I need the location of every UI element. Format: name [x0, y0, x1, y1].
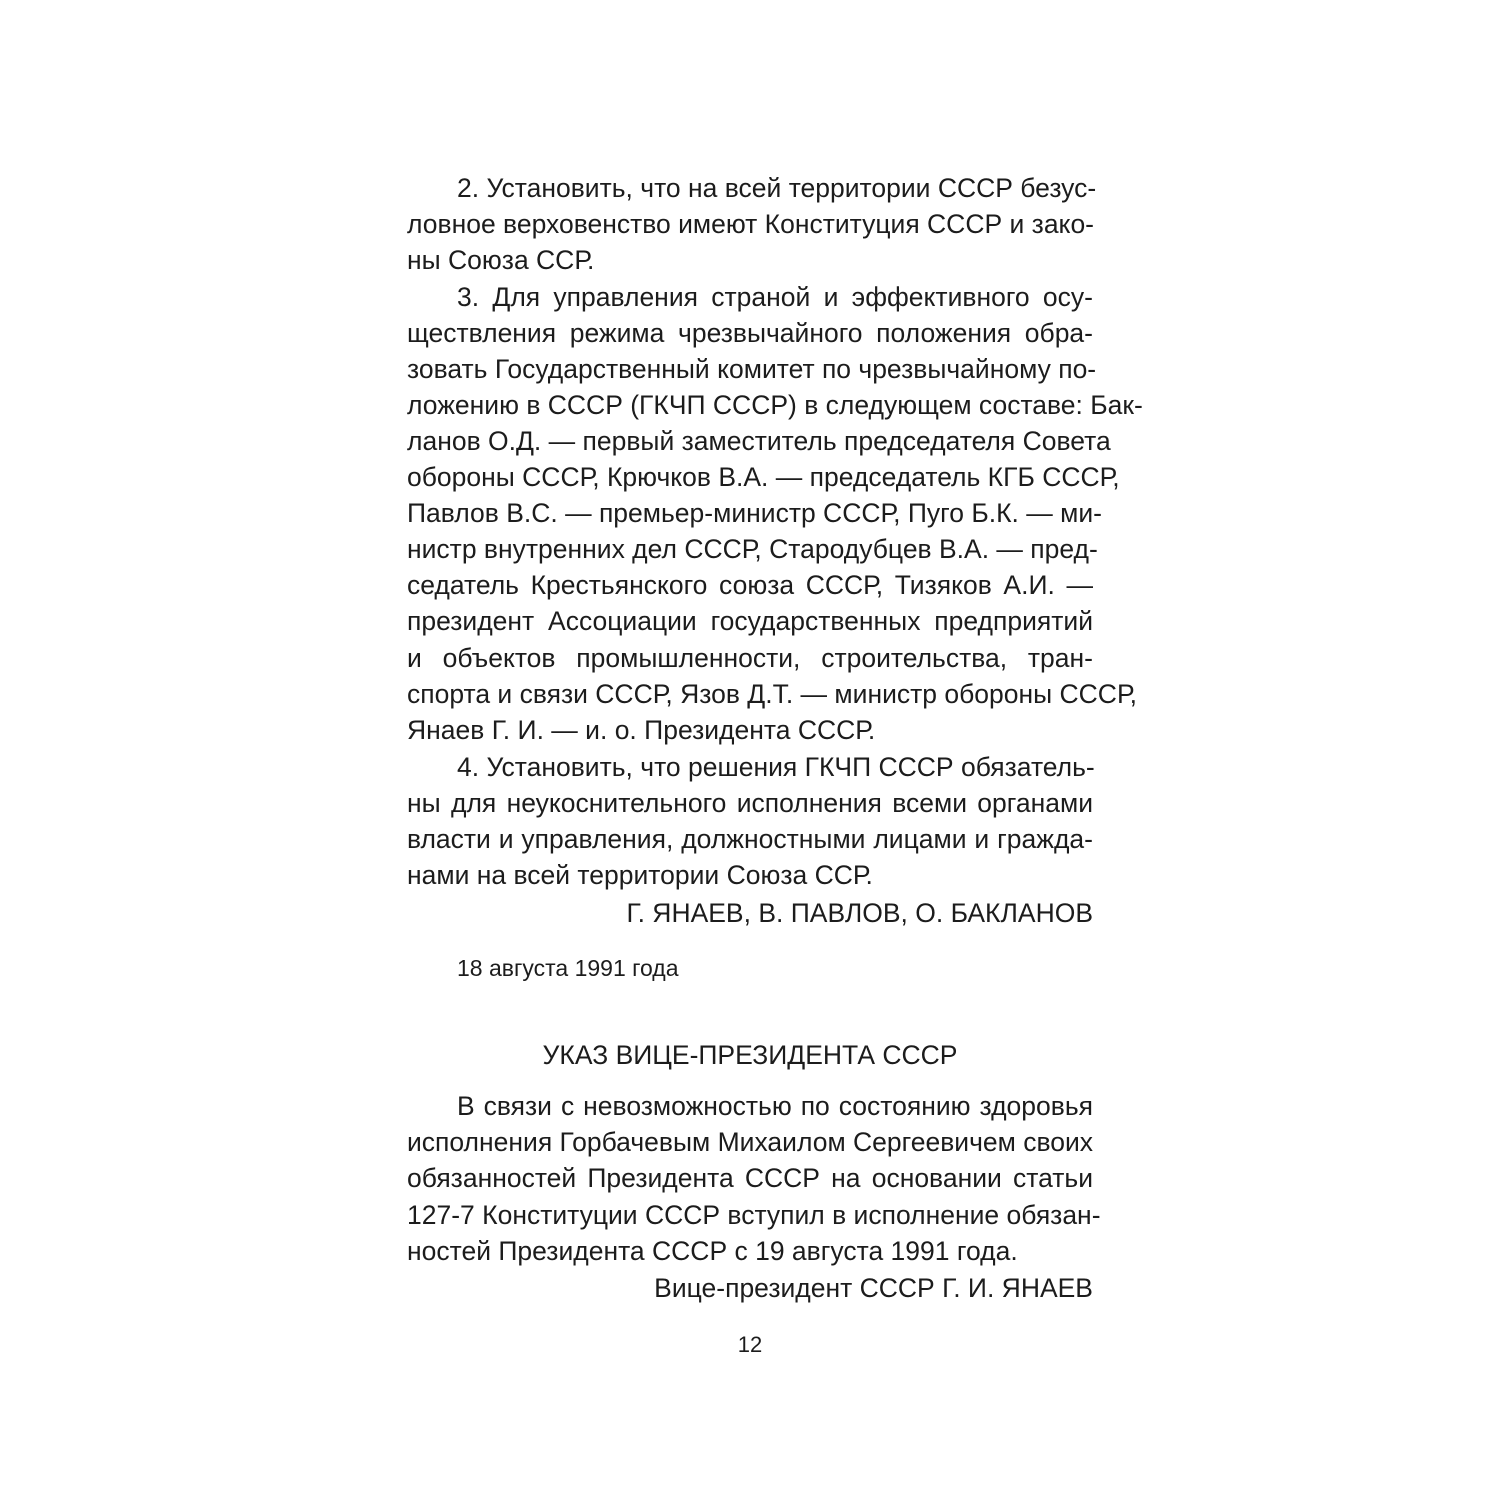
decree-line-2: исполнения Горбачевым Михаилом Сергеевичем своих — [407, 1127, 1094, 1157]
paragraph-3-line-3: зовать Государственный комитет по чрезвычайному по- — [407, 354, 1097, 384]
paragraph-3-line-5: ланов О.Д. — первый заместитель председателя Совета — [407, 426, 1111, 456]
page-number: 12 — [737, 1332, 763, 1357]
paragraph-3-line-7: Павлов В.С. — премьер-министр СССР, Пуго Б.К. — ми- — [407, 498, 1102, 528]
paragraph-3-line-2: ществления режима чрезвычайного положения обра- — [407, 318, 1093, 348]
date-line: 18 августа 1991 года — [457, 955, 679, 981]
paragraph-2-line-3: ны Союза ССР. — [407, 245, 595, 275]
paragraph-4-line-1: 4. Установить, что решения ГКЧП СССР обязатель- — [457, 752, 1095, 782]
paragraph-3-line-8: нистр внутренних дел СССР, Стародубцев В.А. — пред- — [407, 534, 1098, 564]
paragraph-3-line-11: и объектов промышленности, строительства, тран- — [407, 643, 1093, 673]
decree-line-3: обязанностей Президента СССР на основании статьи — [407, 1163, 1093, 1193]
paragraph-3-line-12: спорта и связи СССР, Язов Д.Т. — министр обороны СССР, — [407, 679, 1137, 709]
decree-line-4: 127-7 Конституции СССР вступил в исполнение обязан- — [407, 1200, 1101, 1230]
paragraph-4-line-4: нами на всей территории Союза ССР. — [407, 860, 873, 890]
decree-signature: Вице-президент СССР Г. И. ЯНАЕВ — [654, 1273, 1093, 1303]
paragraph-2-line-1: 2. Установить, что на всей территории СССР безус- — [457, 173, 1097, 203]
paragraph-3-line-9: седатель Крестьянского союза СССР, Тизяков А.И. — — [407, 570, 1093, 600]
decree-line-1: В связи с невозможностью по состоянию здоровья — [457, 1091, 1093, 1121]
paragraph-4-line-3: власти и управления, должностными лицами и гражда- — [407, 824, 1093, 854]
page-text — [407, 0, 1143, 1500]
paragraph-3-line-13: Янаев Г. И. — и. о. Президента СССР. — [407, 715, 876, 745]
paragraph-3-line-4: ложению в СССР (ГКЧП СССР) в следующем составе: Бак- — [407, 390, 1143, 420]
decree-line-5: ностей Президента СССР с 19 августа 1991 года. — [407, 1236, 1018, 1266]
paragraph-3-line-1: 3. Для управления страной и эффективного осу- — [457, 282, 1093, 312]
signature-gkchp: Г. ЯНАЕВ, В. ПАВЛОВ, О. БАКЛАНОВ — [626, 898, 1093, 928]
decree-heading: УКАЗ ВИЦЕ-ПРЕЗИДЕНТА СССР — [542, 1040, 958, 1070]
paragraph-3-line-6: обороны СССР, Крючков В.А. — председатель КГБ СССР, — [407, 462, 1120, 492]
paragraph-4-line-2: ны для неукоснительного исполнения всеми органами — [407, 788, 1093, 818]
paragraph-3-line-10: президент Ассоциации государственных предприятий — [407, 606, 1093, 636]
paragraph-2-line-2: ловное верховенство имеют Конституция СССР и зако- — [407, 209, 1095, 239]
